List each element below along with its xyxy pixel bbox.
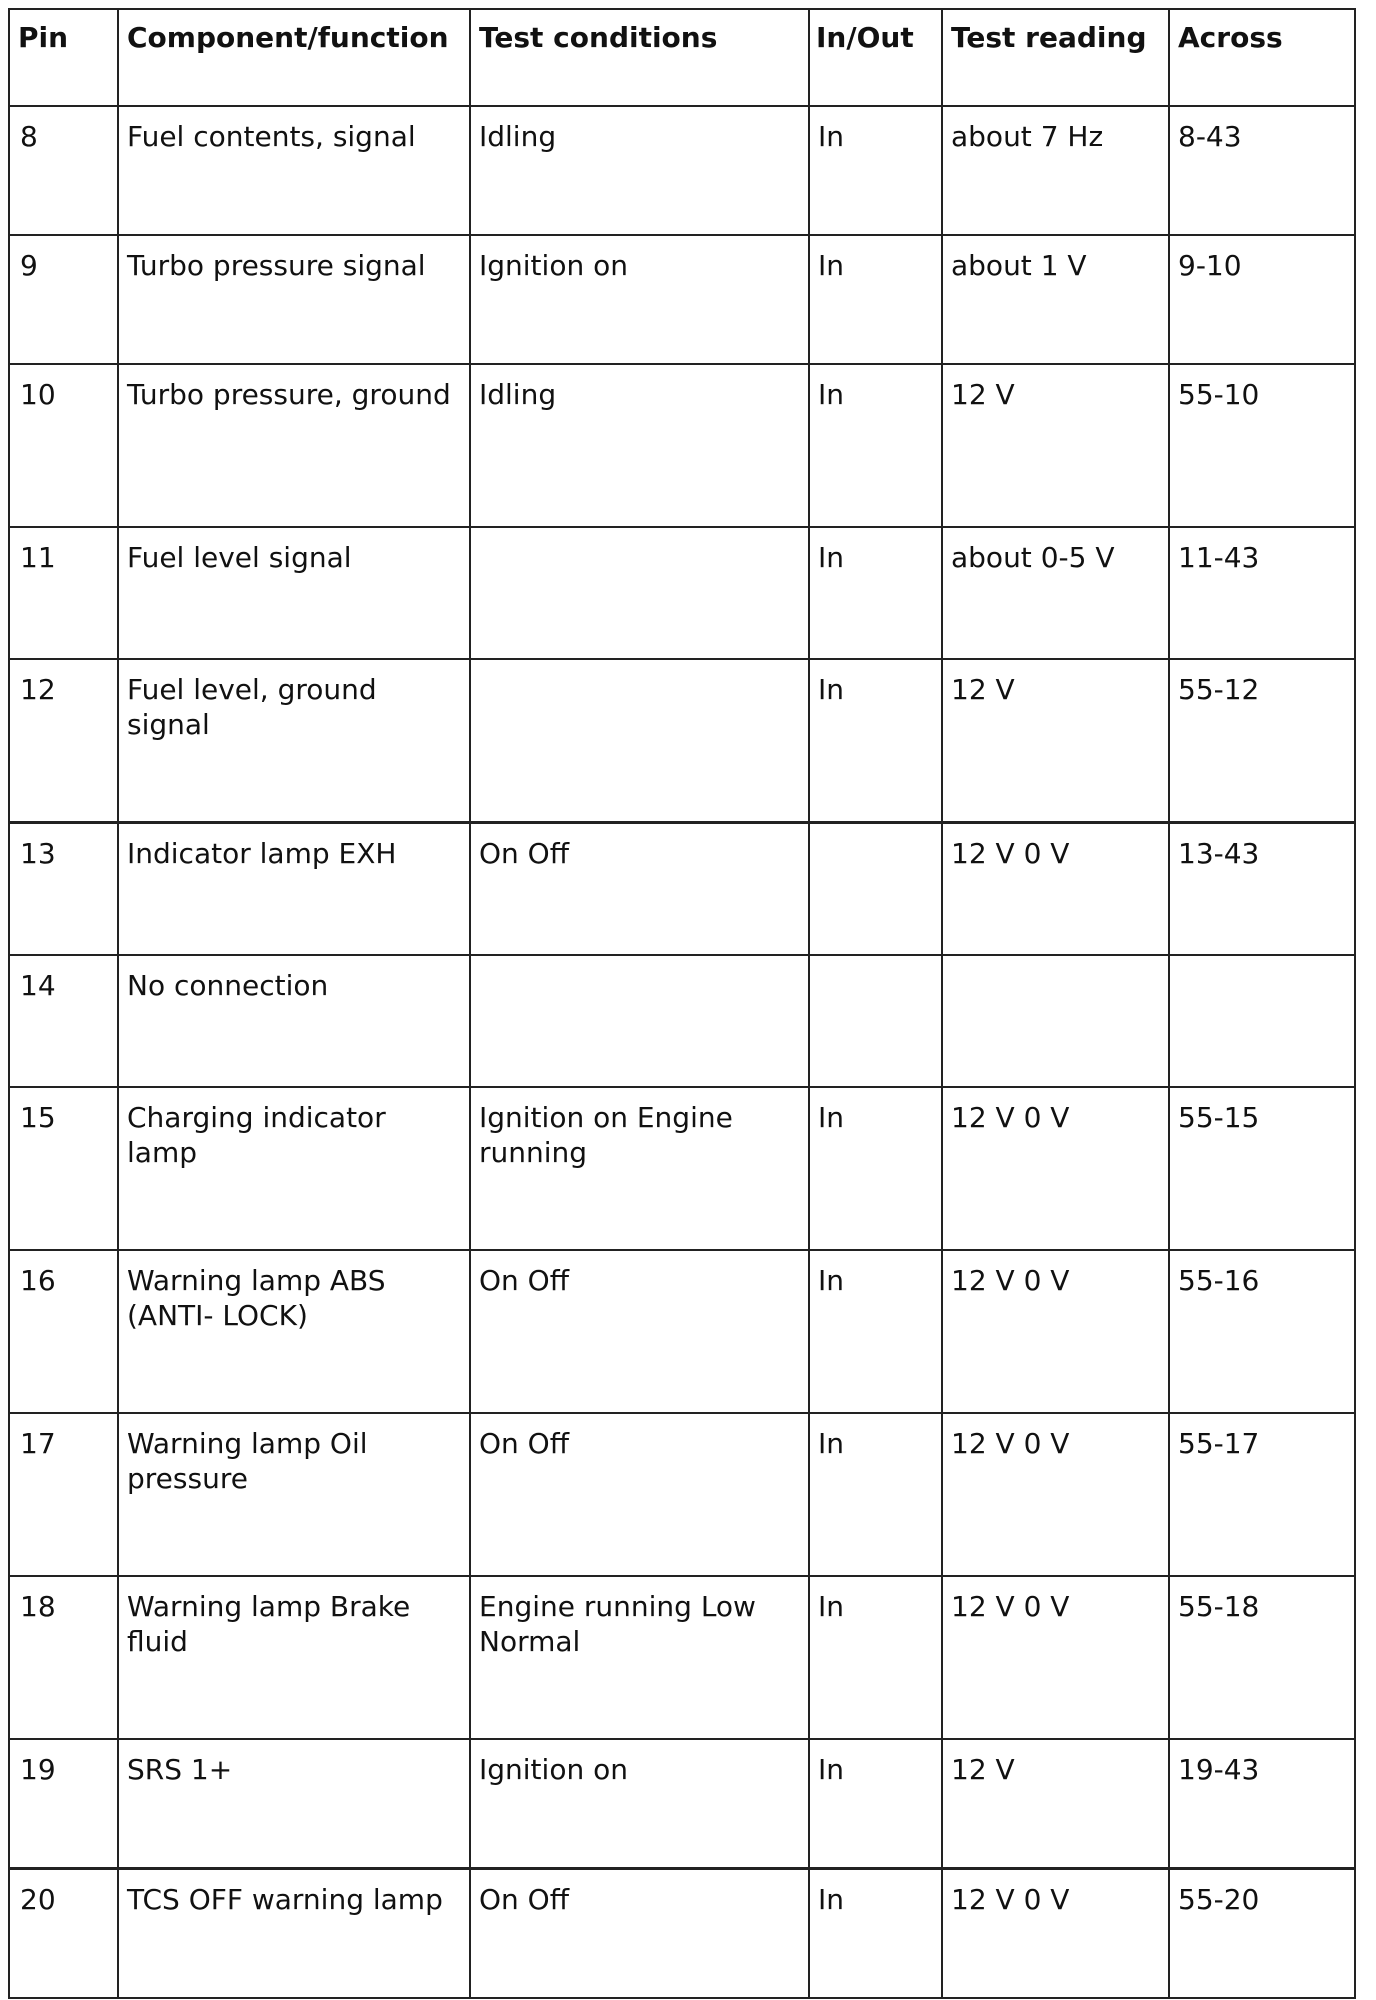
cell-reading: 12 V 0 V <box>942 1250 1169 1413</box>
cell-across: 55-12 <box>1169 659 1355 822</box>
cell-pin: 17 <box>9 1413 118 1576</box>
table-row <box>9 1868 1355 1998</box>
cell-across: 55-18 <box>1169 1576 1355 1739</box>
cell-inout: In <box>809 106 942 235</box>
cell-component: Warning lamp Brake fluid <box>118 1576 470 1739</box>
cell-conditions: On Off <box>470 1868 809 1998</box>
cell-inout: In <box>809 659 942 822</box>
cell-conditions: Ignition on <box>470 235 809 364</box>
cell-component: No connection <box>118 955 470 1087</box>
cell-pin: 16 <box>9 1250 118 1413</box>
header-reading: Test reading <box>942 9 1169 106</box>
cell-conditions <box>470 527 809 659</box>
cell-conditions: Idling <box>470 364 809 527</box>
table-row <box>9 527 1355 659</box>
cell-pin: 12 <box>9 659 118 822</box>
cell-inout: In <box>809 1739 942 1868</box>
cell-component: Turbo pressure signal <box>118 235 470 364</box>
cell-conditions: Ignition on Engine running <box>470 1087 809 1250</box>
cell-reading: 12 V 0 V <box>942 1868 1169 1998</box>
cell-across: 11-43 <box>1169 527 1355 659</box>
cell-pin: 13 <box>9 822 118 955</box>
cell-across: 55-17 <box>1169 1413 1355 1576</box>
cell-across: 55-15 <box>1169 1087 1355 1250</box>
cell-inout: In <box>809 527 942 659</box>
table-row <box>9 1576 1355 1739</box>
table-row <box>9 822 1355 955</box>
cell-component: Charging indicator lamp <box>118 1087 470 1250</box>
cell-conditions <box>470 955 809 1087</box>
cell-inout: In <box>809 1250 942 1413</box>
cell-reading: 12 V 0 V <box>942 822 1169 955</box>
cell-component: Fuel contents, signal <box>118 106 470 235</box>
header-across: Across <box>1169 9 1355 106</box>
cell-reading: 12 V 0 V <box>942 1576 1169 1739</box>
cell-component: Fuel level signal <box>118 527 470 659</box>
cell-conditions: Engine running Low Normal <box>470 1576 809 1739</box>
cell-pin: 9 <box>9 235 118 364</box>
cell-pin: 20 <box>9 1868 118 1998</box>
cell-inout: In <box>809 1087 942 1250</box>
cell-inout <box>809 822 942 955</box>
cell-across: 19-43 <box>1169 1739 1355 1868</box>
cell-across: 9-10 <box>1169 235 1355 364</box>
cell-component: TCS OFF warning lamp <box>118 1868 470 1998</box>
cell-across: 55-20 <box>1169 1868 1355 1998</box>
cell-reading: 12 V 0 V <box>942 1087 1169 1250</box>
table-row <box>9 106 1355 235</box>
cell-inout: In <box>809 235 942 364</box>
cell-reading: about 7 Hz <box>942 106 1169 235</box>
cell-component: SRS 1+ <box>118 1739 470 1868</box>
cell-across: 55-10 <box>1169 364 1355 527</box>
cell-conditions: On Off <box>470 822 809 955</box>
cell-conditions: Idling <box>470 106 809 235</box>
cell-component: Warning lamp ABS (ANTI- LOCK) <box>118 1250 470 1413</box>
header-pin: Pin <box>9 9 118 106</box>
table-row <box>9 955 1355 1087</box>
cell-component: Fuel level, ground signal <box>118 659 470 822</box>
cell-pin: 8 <box>9 106 118 235</box>
cell-reading: about 0-5 V <box>942 527 1169 659</box>
cell-conditions: Ignition on <box>470 1739 809 1868</box>
table-row <box>9 659 1355 822</box>
table-row <box>9 364 1355 527</box>
cell-inout: In <box>809 364 942 527</box>
table-row <box>9 1413 1355 1576</box>
cell-conditions <box>470 659 809 822</box>
header-component: Component/function <box>118 9 470 106</box>
table-row <box>9 1087 1355 1250</box>
cell-across: 55-16 <box>1169 1250 1355 1413</box>
header-inout: In/Out <box>809 9 942 106</box>
cell-pin: 11 <box>9 527 118 659</box>
cell-reading: 12 V 0 V <box>942 1413 1169 1576</box>
cell-inout <box>809 955 942 1087</box>
cell-reading: about 1 V <box>942 235 1169 364</box>
cell-conditions: On Off <box>470 1413 809 1576</box>
cell-inout: In <box>809 1576 942 1739</box>
header-row <box>9 9 1355 106</box>
cell-pin: 14 <box>9 955 118 1087</box>
cell-across: 8-43 <box>1169 106 1355 235</box>
cell-pin: 10 <box>9 364 118 527</box>
cell-component: Indicator lamp EXH <box>118 822 470 955</box>
header-conditions: Test conditions <box>470 9 809 106</box>
cell-pin: 18 <box>9 1576 118 1739</box>
cell-reading: 12 V <box>942 659 1169 822</box>
cell-across: 13-43 <box>1169 822 1355 955</box>
cell-component: Warning lamp Oil pressure <box>118 1413 470 1576</box>
cell-reading <box>942 955 1169 1087</box>
table-row <box>9 1250 1355 1413</box>
cell-component: Turbo pressure, ground <box>118 364 470 527</box>
table-row <box>9 1739 1355 1868</box>
cell-across <box>1169 955 1355 1087</box>
cell-pin: 19 <box>9 1739 118 1868</box>
cell-inout: In <box>809 1413 942 1576</box>
cell-inout: In <box>809 1868 942 1998</box>
cell-reading: 12 V <box>942 1739 1169 1868</box>
cell-pin: 15 <box>9 1087 118 1250</box>
cell-reading: 12 V <box>942 364 1169 527</box>
pin-table <box>8 8 1356 1999</box>
table-row <box>9 235 1355 364</box>
cell-conditions: On Off <box>470 1250 809 1413</box>
